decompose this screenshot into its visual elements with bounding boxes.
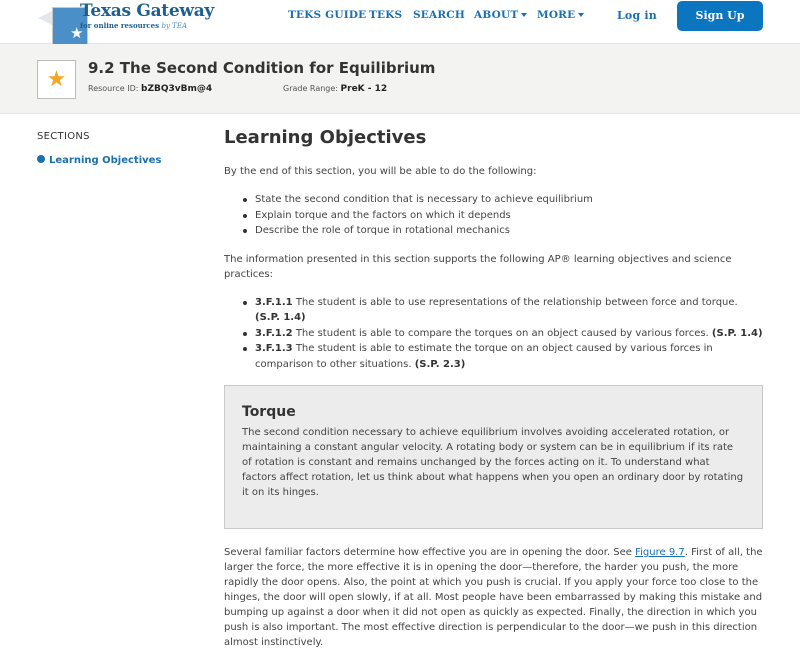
caret-down-icon [578, 13, 584, 17]
sidebar-item-learning-objectives[interactable] [37, 155, 161, 166]
site-header [0, 0, 800, 44]
list-item: State the second condition that is necessary to achieve equilibrium [255, 192, 763, 208]
grade-range [283, 84, 387, 94]
intro-text: By the end of this section, you will be able to do the following: [224, 166, 537, 177]
ap-sp: (S.P. 2.3) [414, 358, 466, 370]
grade-range-label: Grade Range: [283, 84, 338, 93]
ap-sp: (S.P. 1.4) [711, 327, 763, 339]
ap-text: The student is able to estimate the torque on an object caused by various forces in comparison to other situations. [255, 343, 713, 370]
objectives-list [255, 192, 763, 239]
texas-gateway-logo[interactable] [38, 1, 238, 42]
para-text: Several familiar factors determine how effective you are in opening the door. See [224, 547, 636, 558]
list-item [255, 295, 763, 326]
grade-range-value: PreK - 12 [340, 84, 388, 94]
ap-code: 3.F.1.2 [255, 327, 293, 339]
logo-subtitle [80, 21, 187, 30]
ap-sp: (S.P. 1.4) [255, 312, 306, 323]
torque-callout [224, 385, 763, 529]
main-content [224, 126, 763, 663]
nav-teks[interactable]: TEKS [369, 9, 403, 21]
ap-objectives-list [255, 295, 763, 373]
list-item: Explain torque and the factors on which it depends [255, 208, 763, 224]
logo-title: Texas Gateway [80, 1, 214, 21]
resource-id-label: Resource ID: [88, 84, 139, 93]
caret-down-icon [521, 13, 527, 17]
door-paragraph [224, 545, 763, 650]
resource-header [0, 44, 800, 114]
logo-by: by TEA [161, 22, 187, 30]
ap-intro: The information presented in this section supports the following AP® learning objectives and science practices: [224, 253, 732, 280]
logo-sub: for online resources [80, 21, 160, 30]
nav-more-label: MORE [537, 9, 576, 21]
resource-id [88, 84, 212, 94]
ap-code: 3.F.1.1 [255, 296, 293, 308]
sections-heading: SECTIONS [37, 131, 90, 142]
torque-text: The second condition necessary to achieve equilibrium involves avoiding accelerated rotation, or maintaining a constant angular velocity. A rotating body or system can be in equilibrium if its rate of rotation is constant and remains unchanged by the forces acting on it. To understand what factors affect rotation, let us think about what happens when you open an ordinary door by rotating it on its hinges. [242, 427, 744, 498]
figure-link[interactable]: Figure 9.7 [635, 547, 685, 558]
star-icon: ★ [52, 7, 88, 51]
favorite-star-icon[interactable]: ★ [37, 60, 76, 99]
nav-more[interactable] [537, 9, 584, 21]
list-item [255, 326, 763, 342]
ap-text: The student is able to compare the torques on an object caused by various forces. [292, 327, 712, 339]
nav-about[interactable] [474, 9, 527, 21]
sign-up-button[interactable]: Sign Up [677, 1, 763, 31]
ap-text: The student is able to use representations of the relationship between force and torque. [292, 296, 738, 308]
section-heading: Learning Objectives [224, 127, 427, 148]
nav-teks-guide[interactable]: TEKS GUIDE [288, 9, 367, 21]
nav-search[interactable]: SEARCH [413, 9, 465, 21]
resource-title: 9.2 The Second Condition for Equilibrium [88, 59, 436, 77]
sidebar-item-label: Learning Objectives [49, 155, 162, 166]
list-item [255, 341, 763, 372]
login-link[interactable]: Log in [617, 9, 657, 22]
list-item: Describe the role of torque in rotational mechanics [255, 223, 763, 239]
para-text: . First of all, the larger the force, the more effective it is in opening the door—therefore, the harder you push, the more rapidly the door opens. Also, the point at which you push is crucial. If you apply your force too close to the hinges, the door will open slowly, if at all. Most people have been embarrassed by making this mistake and bumping up against a door when it did not open as quickly as expected. Finally, the direction in which you push is also important. The most effective direction is perpendicular to the door—we push in this direction almost instinctively. [224, 547, 763, 648]
torque-heading: Torque [242, 404, 296, 420]
active-dot-icon [37, 155, 45, 163]
resource-id-value: bZBQ3vBm@4 [141, 84, 213, 94]
ap-code: 3.F.1.3 [255, 343, 293, 354]
nav-about-label: ABOUT [474, 9, 519, 21]
